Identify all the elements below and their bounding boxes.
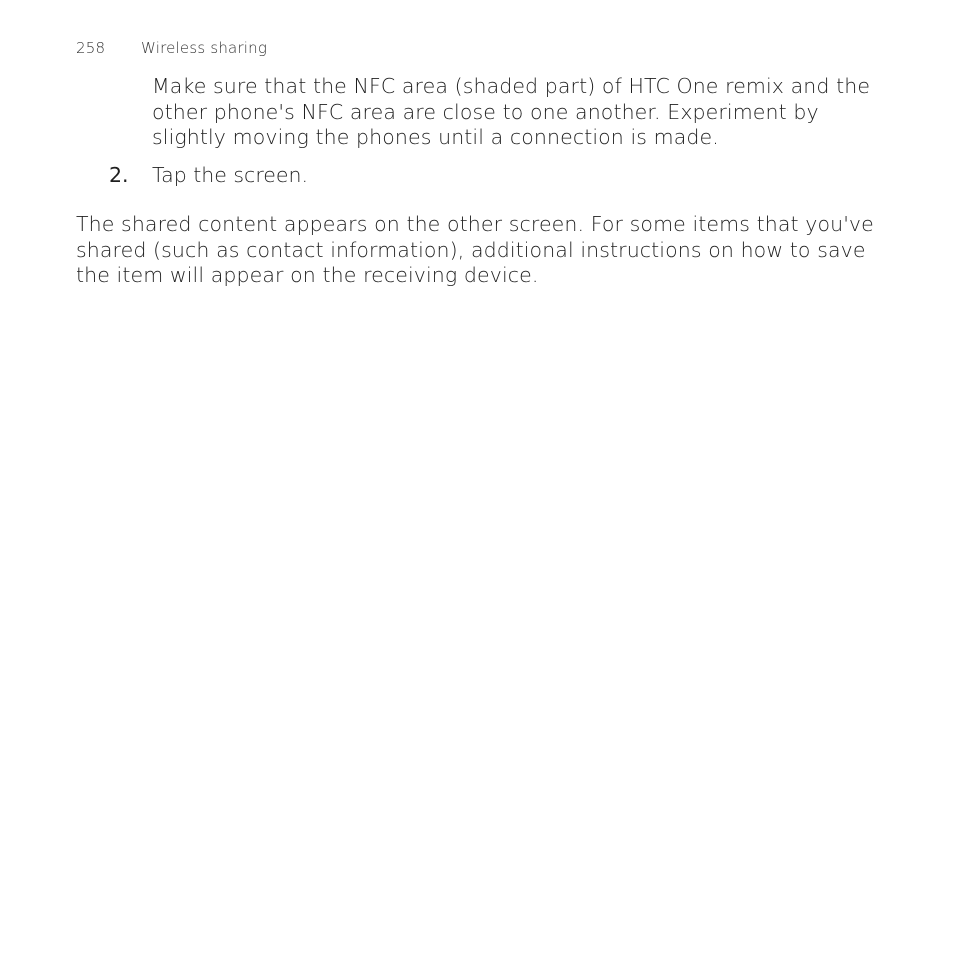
section-title: Wireless sharing [141, 39, 268, 57]
step-continuation-text: Make sure that the NFC area (shaded part) of HTC One remix and the other phone's NFC area are close to one another. Experiment by slightly moving the phones until a connection is made. [152, 74, 871, 150]
step-number: 2. [109, 163, 129, 187]
page-number: 258 [76, 39, 106, 57]
step-item [109, 163, 869, 189]
page-header [76, 39, 267, 57]
body-paragraph: The shared content appears on the other screen. For some items that you've shared (such as contact information), additional instructions on how to save the item will appear on the receiving device. [76, 212, 874, 288]
step-text: Tap the screen. [152, 163, 309, 187]
